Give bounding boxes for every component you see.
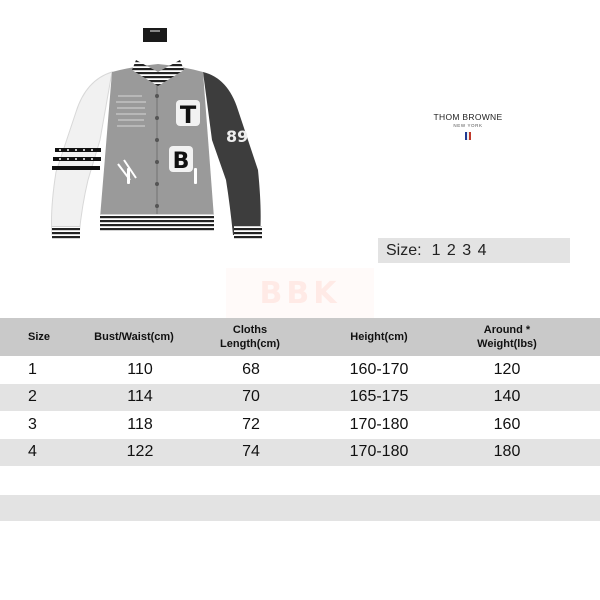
cell-height: 170-180: [349, 415, 409, 433]
cell-length: 72: [242, 415, 260, 433]
letter-patch-b: [169, 146, 193, 174]
cell-height: 165-175: [349, 388, 409, 406]
tricolor-stripes: [428, 132, 508, 140]
header-weight-line1: Around *: [483, 324, 531, 336]
cell-size: 1: [28, 360, 37, 378]
table-row: [0, 356, 600, 384]
brand-logo: [428, 112, 508, 140]
cell-bust: 122: [126, 443, 154, 461]
product-photo: [0, 0, 600, 260]
cell-size: 2: [28, 388, 37, 406]
svg-text:B: B: [172, 149, 190, 174]
table-row: [0, 439, 600, 467]
cell-bust: 114: [127, 388, 153, 406]
varsity-jacket-icon: [52, 60, 263, 240]
cell-height: 170-180: [349, 443, 409, 461]
header-bust: Bust/Waist(cm): [94, 331, 174, 343]
header-length-line1: Cloths: [232, 324, 268, 336]
cell-weight: 160: [493, 415, 521, 433]
header-weight: [446, 323, 568, 351]
letter-patch-t: [176, 100, 200, 129]
size-label: Size:: [386, 241, 422, 259]
cell-size: 4: [28, 443, 37, 461]
table-header-row: [0, 318, 600, 356]
brand-city: NEW YORK: [453, 123, 483, 128]
cell-bust: 118: [127, 415, 153, 433]
header-length: [188, 323, 312, 351]
cell-height: 160-170: [349, 360, 409, 378]
table-row: [0, 384, 600, 412]
sleeve-number: 89: [226, 127, 249, 146]
brand-name: THOM BROWNE: [433, 112, 503, 122]
watermark: BBK: [226, 268, 374, 318]
cell-weight: 180: [493, 443, 521, 461]
size-chart-table: [0, 318, 600, 466]
footer-bar: [0, 495, 600, 521]
header-height: Height(cm): [350, 331, 408, 343]
size-options-bar: [378, 238, 570, 263]
header-length-line2: Length(cm): [220, 338, 280, 350]
stripe-red: [469, 132, 471, 140]
size-values: 1 2 3 4: [431, 241, 488, 259]
cell-weight: 120: [493, 360, 521, 378]
cell-bust: 110: [127, 360, 153, 378]
cell-weight: 140: [493, 388, 521, 406]
table-row: [0, 411, 600, 439]
hanger-icon: [143, 28, 167, 42]
cell-size: 3: [28, 415, 37, 433]
cell-length: 74: [242, 443, 260, 461]
header-weight-line2: Weight(lbs): [477, 338, 537, 350]
svg-text:T: T: [179, 101, 197, 129]
header-size: Size: [28, 331, 51, 343]
cell-length: 68: [242, 360, 260, 378]
cell-length: 70: [242, 388, 260, 406]
